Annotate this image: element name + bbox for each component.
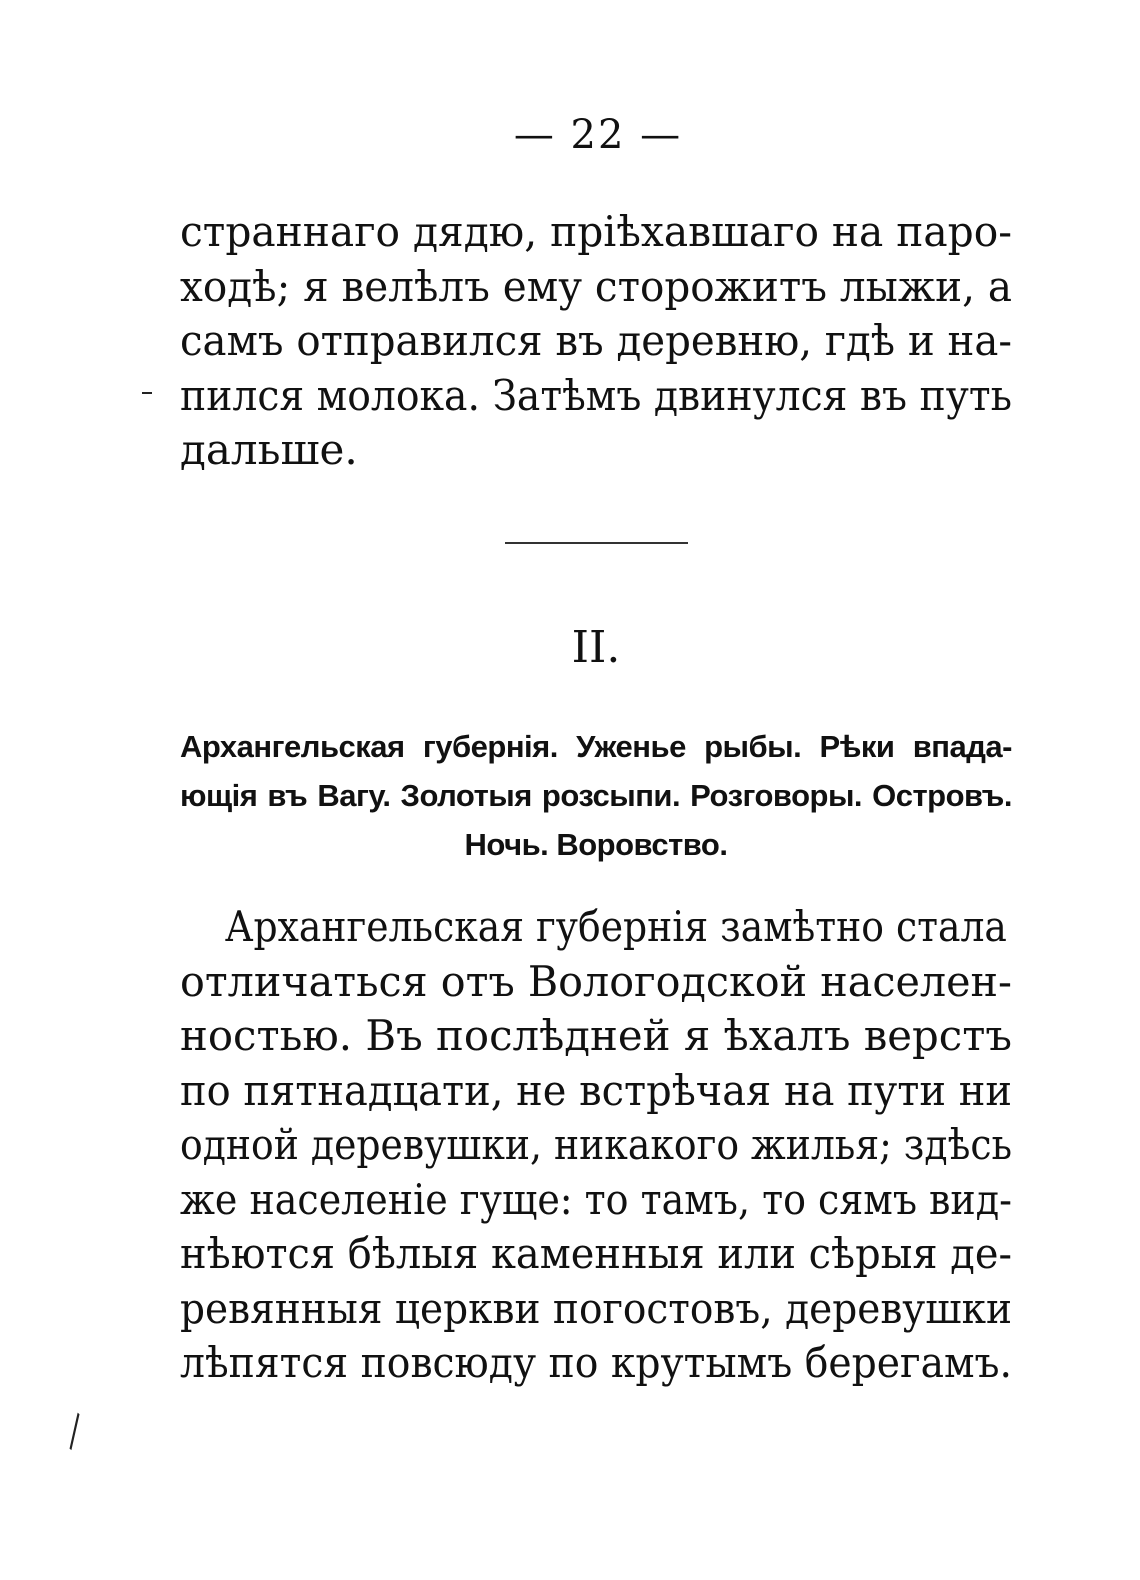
text-line: лѣпятся повсюду по крутымъ берегамъ. xyxy=(180,1338,1013,1387)
text-line: ревянныя церкви погостовъ, деревушки xyxy=(180,1283,1013,1333)
summary-line: ющія въ Вагу. Золотыя розсыпи. Розговоры. Островъ. xyxy=(180,778,1012,813)
chapter-numeral: II. xyxy=(571,622,621,673)
text-line: одной деревушки, никакого жилья; здѣсь xyxy=(180,1120,1012,1169)
margin-dash-mark xyxy=(142,392,152,394)
main-paragraph xyxy=(180,900,1012,1391)
text-line: страннаго дядю, пріѣхавшаго на паро- xyxy=(180,207,1013,256)
section-divider xyxy=(505,542,688,544)
text-line: по пятнадцати, не встрѣчая на пути ни xyxy=(180,1065,1013,1115)
top-paragraph xyxy=(180,205,1012,478)
text-line: пился молока. Затѣмъ двинулся въ путь xyxy=(180,370,1012,420)
text-line: Архангельская губернія замѣтно стала xyxy=(224,902,1007,951)
text-line: нѣются бѣлыя каменныя или сѣрыя де- xyxy=(180,1229,1013,1278)
page-number: — 22 — xyxy=(513,112,683,158)
text-line: самъ отправился въ деревню, гдѣ и на- xyxy=(180,316,1012,365)
text-line: ностью. Въ послѣдней я ѣхалъ верстъ xyxy=(180,1011,1012,1060)
text-line: же населеніе гуще: то тамъ, то сямъ вид- xyxy=(180,1174,1012,1224)
corner-tick-mark: ╲ xyxy=(57,1413,92,1450)
summary-line: Архангельская губернія. Уженье рыбы. Рѣки впада- xyxy=(180,729,1012,764)
text-line: отличаться отъ Вологодской населен- xyxy=(180,956,1012,1006)
chapter-summary xyxy=(180,722,1012,869)
text-line: ходѣ; я велѣлъ ему сторожитъ лыжи, а xyxy=(180,261,1013,311)
text-line: дальше. xyxy=(180,425,358,474)
summary-line: Ночь. Воровство. xyxy=(464,827,728,862)
